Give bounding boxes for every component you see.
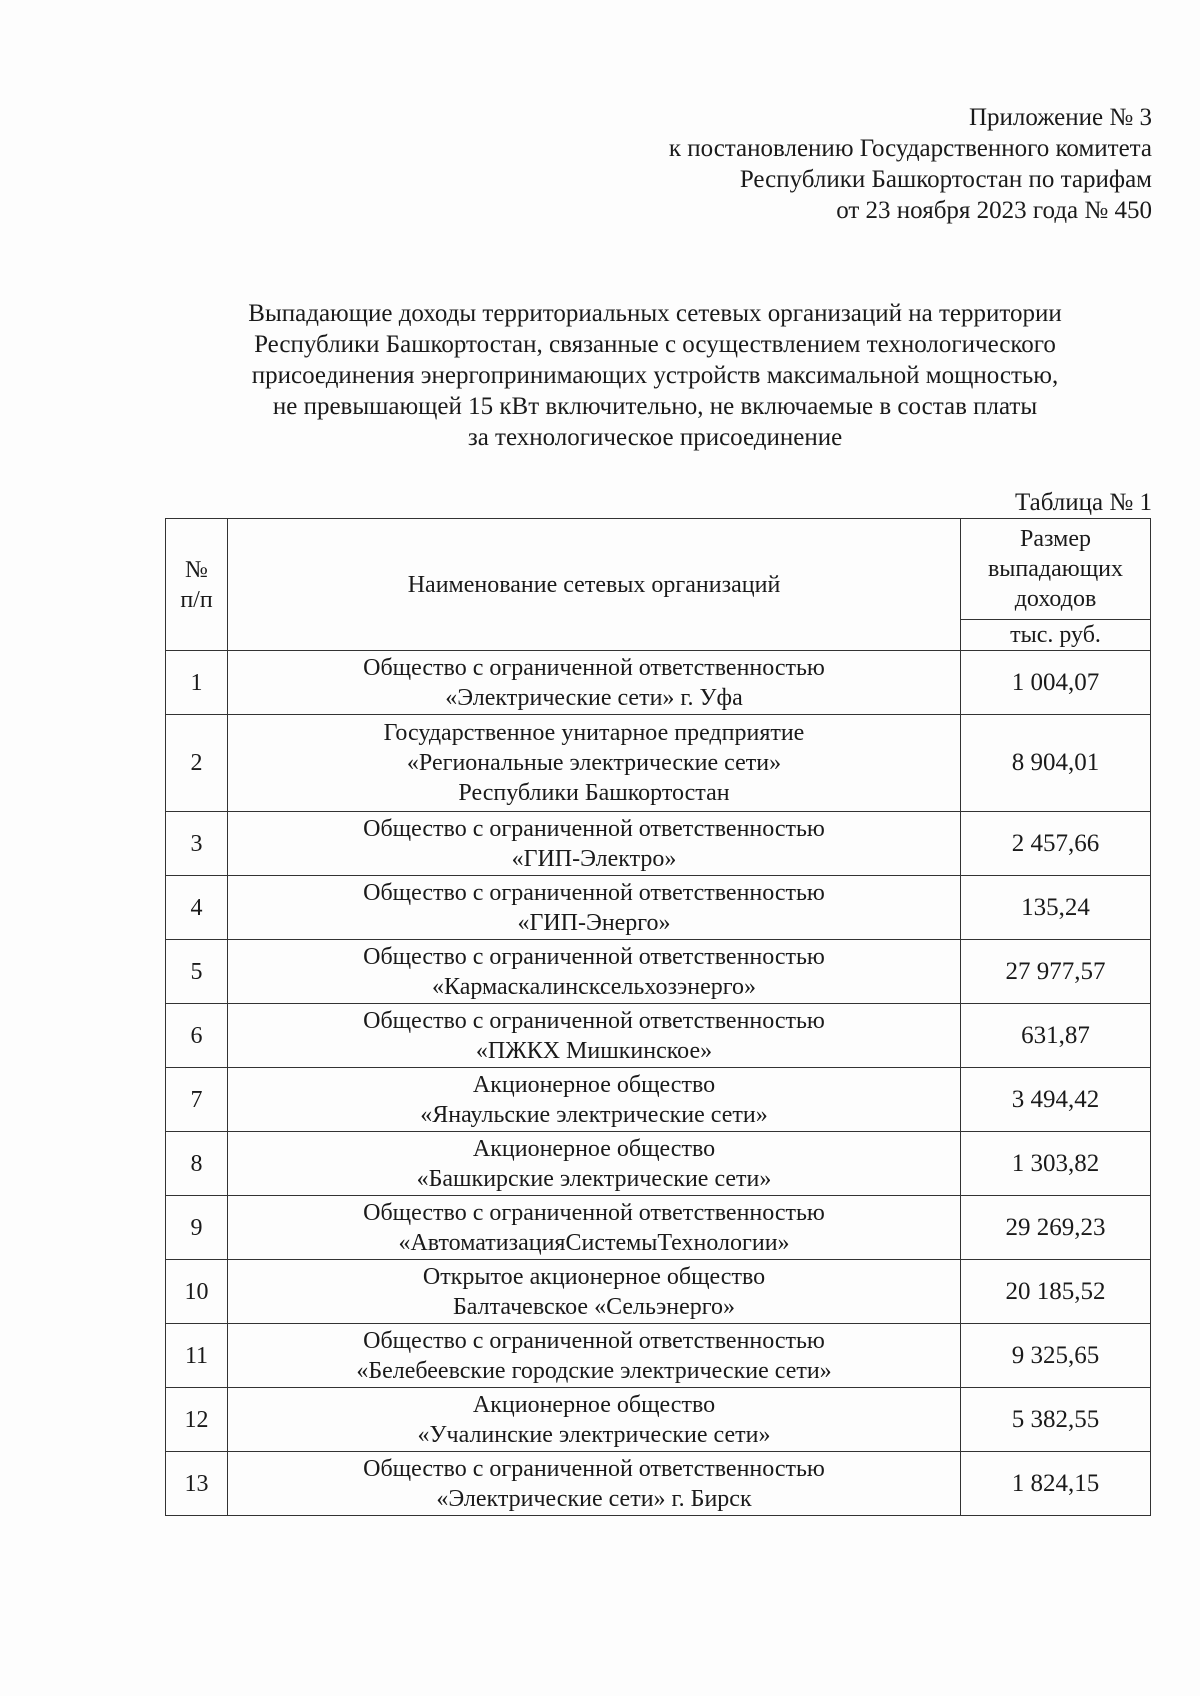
org-name: Общество с ограниченной ответственностью «ГИП-Электро» [228,812,961,876]
revenue-value: 1 824,15 [961,1452,1151,1516]
header-value: Размер выпадающих доходов [961,519,1151,620]
row-number: 2 [166,715,228,812]
row-number: 6 [166,1004,228,1068]
header-number: № п/п [166,519,228,651]
org-name: Открытое акционерное общество Балтачевское «Сельэнерго» [228,1260,961,1324]
row-number: 8 [166,1132,228,1196]
org-name: Общество с ограниченной ответственностью «Кармаскалинсксельхозэнерго» [228,940,961,1004]
row-number: 9 [166,1196,228,1260]
row-number: 7 [166,1068,228,1132]
revenue-value: 8 904,01 [961,715,1151,812]
revenue-value: 5 382,55 [961,1388,1151,1452]
title-line: Выпадающие доходы территориальных сетевых организаций на территории [248,300,1062,327]
org-name: Акционерное общество «Башкирские электрические сети» [228,1132,961,1196]
revenue-value: 29 269,23 [961,1196,1151,1260]
revenue-value: 3 494,42 [961,1068,1151,1132]
table-row [166,1260,1151,1324]
table-row [166,876,1151,940]
row-number: 12 [166,1388,228,1452]
header-org-name: Наименование сетевых организаций [228,519,961,651]
org-name: Акционерное общество «Учалинские электрические сети» [228,1388,961,1452]
document-title [160,298,1150,453]
table-row [166,1196,1151,1260]
revenue-value: 135,24 [961,876,1151,940]
row-number: 10 [166,1260,228,1324]
appendix-date: от 23 ноября 2023 года № 450 [836,197,1152,224]
table-label: Таблица № 1 [1014,489,1152,516]
row-number: 1 [166,651,228,715]
org-name: Государственное унитарное предприятие «Региональные электрические сети» Республики Башкортостан [228,715,961,812]
row-number: 4 [166,876,228,940]
table-row [166,1132,1151,1196]
table-row [166,715,1151,812]
org-name: Общество с ограниченной ответственностью «Электрические сети» г. Бирск [228,1452,961,1516]
table-row [166,940,1151,1004]
revenue-value: 1 004,07 [961,651,1151,715]
appendix-block [669,102,1152,226]
org-name: Общество с ограниченной ответственностью «ГИП-Энерго» [228,876,961,940]
table-row [166,1004,1151,1068]
revenue-value: 2 457,66 [961,812,1151,876]
title-line: не превышающей 15 кВт включительно, не включаемые в состав платы [272,393,1038,420]
org-name: Общество с ограниченной ответственностью «АвтоматизацияСистемыТехнологии» [228,1196,961,1260]
table-row [166,1452,1151,1516]
table-row [166,1388,1151,1452]
revenue-value: 9 325,65 [961,1324,1151,1388]
org-name: Общество с ограниченной ответственностью «Белебеевские городские электрические сети» [228,1324,961,1388]
org-name: Общество с ограниченной ответственностью «Электрические сети» г. Уфа [228,651,961,715]
row-number: 3 [166,812,228,876]
header-unit: тыс. руб. [961,620,1151,651]
title-line: Республики Башкортостан, связанные с осуществлением технологического [254,331,1056,358]
revenue-value: 20 185,52 [961,1260,1151,1324]
table-row [166,651,1151,715]
table-row [166,1324,1151,1388]
revenue-value: 631,87 [961,1004,1151,1068]
appendix-number: Приложение № 3 [968,104,1152,131]
title-line: за технологическое присоединение [467,424,843,451]
revenue-value: 27 977,57 [961,940,1151,1004]
revenue-value: 1 303,82 [961,1132,1151,1196]
table-row [166,1068,1151,1132]
revenue-table [165,518,1151,1516]
row-number: 5 [166,940,228,1004]
appendix-resolution-ref: к постановлению Государственного комитета [668,135,1152,162]
row-number: 11 [166,1324,228,1388]
row-number: 13 [166,1452,228,1516]
org-name: Акционерное общество «Янаульские электрические сети» [228,1068,961,1132]
appendix-committee: Республики Башкортостан по тарифам [739,166,1152,193]
org-name: Общество с ограниченной ответственностью «ПЖКХ Мишкинское» [228,1004,961,1068]
table-row [166,812,1151,876]
title-line: присоединения энергопринимающих устройств максимальной мощностью, [251,362,1059,389]
